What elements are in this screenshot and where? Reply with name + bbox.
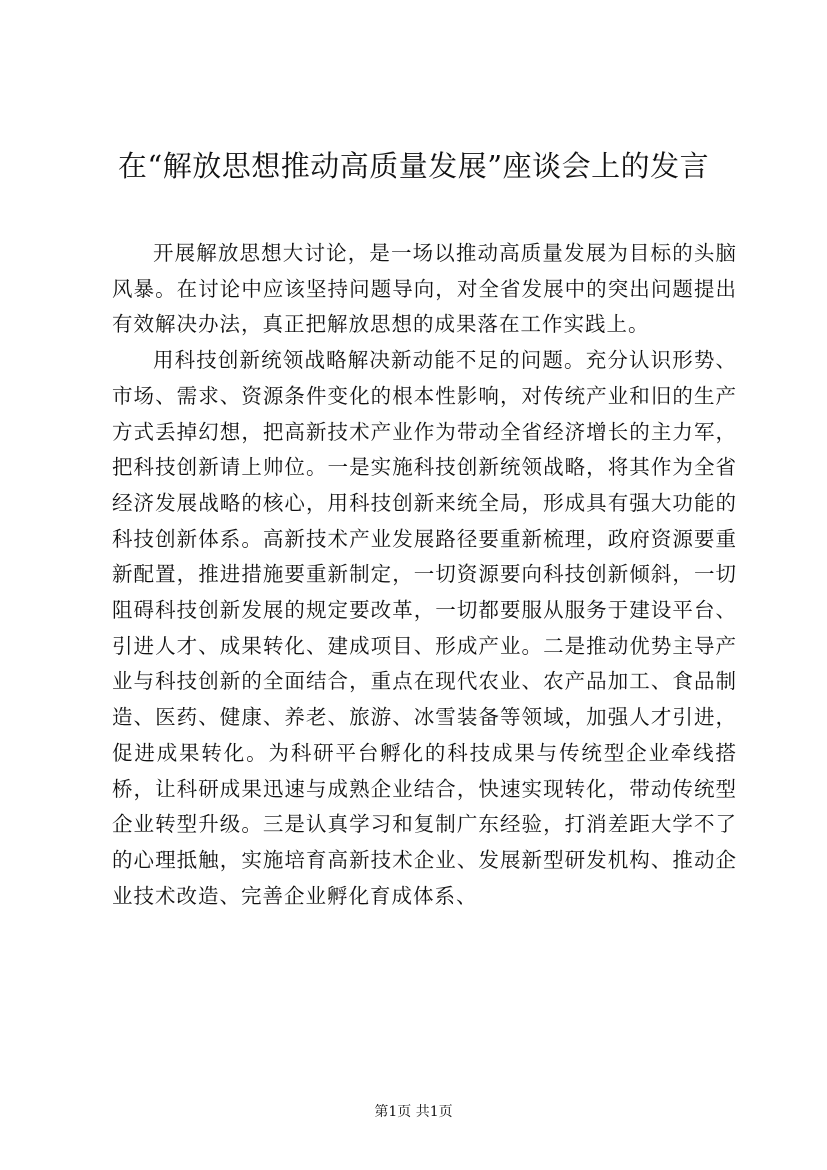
paragraph: 开展解放思想大讨论，是一场以推动高质量发展为目标的头脑风暴。在讨论中应该坚持问题导向，对全省发展中的突出问题提出有效解决办法，真正把解放思想的成果落在工作实践上。	[112, 241, 737, 337]
page-number-footer: 第1页 共1页	[374, 1104, 453, 1120]
document-body	[112, 236, 737, 914]
paragraph: 用科技创新统领战略解决新动能不足的问题。充分认识形势、市场、需求、资源条件变化的根本性影响，对传统产业和旧的生产方式丢掉幻想，把高新技术产业作为带动全省经济增长的主力军，把科技创新请上帅位。一是实施科技创新统领战略，将其作为全省经济发展战略的核心，用科技创新来统全局，形成具有强大功能的科技创新体系。高新技术产业发展路径要重新梳理，政府资源要重新配置，推进措施要重新制定，一切资源要向科技创新倾斜，一切阻碍科技创新发展的规定要改革，一切都要服从服务于建设平台、引进人才、成果转化、建成项目、形成产业。二是推动优势主导产业与科技创新的全面结合，重点在现代农业、农产品加工、食品制造、医药、健康、养老、旅游、冰雪装备等领域，加强人才引进，促进成果转化。为科研平台孵化的科技成果与传统型企业牵线搭桥，让科研成果迅速与成熟企业结合，快速实现转化，带动传统型企业转型升级。三是认真学习和复制广东经验，打消差距大学不了的心理抵触，实施培育高新技术企业、发展新型研发机构、推动企业技术改造、完善企业孵化育成体系、	[112, 348, 737, 908]
document-title: 在“解放思想推动高质量发展”座谈会上的发言	[117, 149, 710, 183]
